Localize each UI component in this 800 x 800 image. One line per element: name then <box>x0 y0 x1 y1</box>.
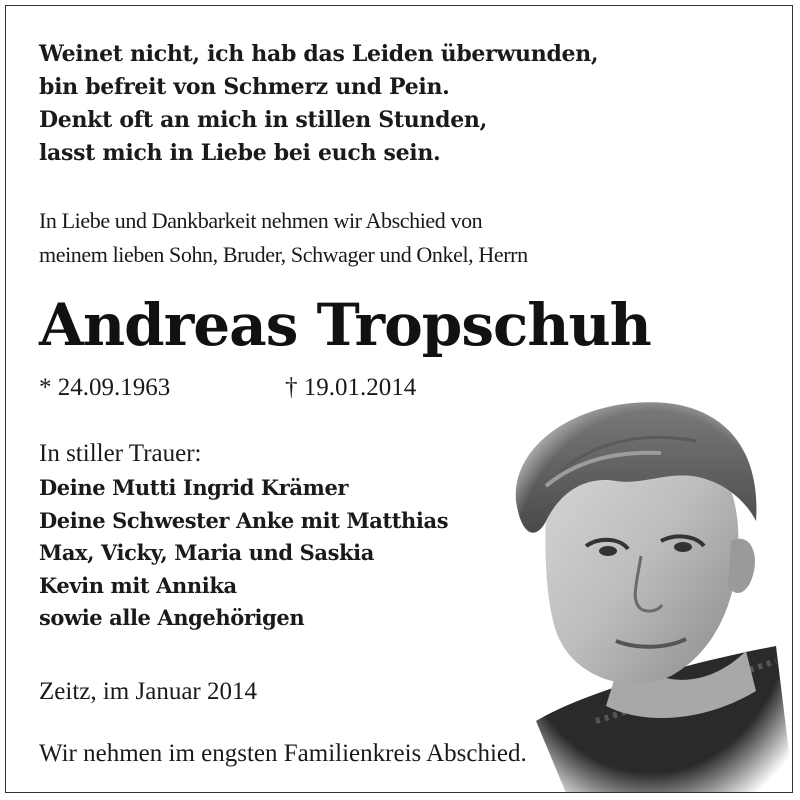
birth-date: * 24.09.1963 <box>39 374 171 401</box>
mourner-entry: Max, Vicky, Maria und Saskia <box>39 540 374 565</box>
mourner-entry: Deine Mutti Ingrid Krämer <box>39 475 349 500</box>
intro-text <box>39 204 528 272</box>
intro-line: In Liebe und Dankbarkeit nehmen wir Abschied von <box>39 208 483 233</box>
mourning-label: In stiller Trauer: <box>39 440 202 467</box>
death-date: † 19.01.2014 <box>285 374 417 401</box>
mourner-entry: Kevin mit Annika <box>39 572 237 598</box>
poem-line: lasst mich in Liebe bei euch sein. <box>39 140 441 166</box>
poem-line: bin befreit von Schmerz und Pein. <box>39 74 450 100</box>
place-date: Zeitz, im Januar 2014 <box>39 678 257 705</box>
closing-note: Wir nehmen im engsten Familienkreis Abschied. <box>39 740 527 767</box>
deceased-name: Andreas Tropschuh <box>39 291 651 359</box>
portrait-photo <box>476 391 793 793</box>
mourner-entry: sowie alle Angehörigen <box>39 605 305 630</box>
poem-line: Denkt oft an mich in stillen Stunden, <box>39 107 487 133</box>
mourner-entry: Deine Schwester Anke mit Matthias <box>39 507 449 533</box>
obituary-notice <box>5 5 793 793</box>
intro-line: meinem lieben Sohn, Bruder, Schwager und Onkel, Herrn <box>39 242 528 267</box>
poem <box>39 38 598 170</box>
poem-line: Weinet nicht, ich hab das Leiden überwunden, <box>39 41 599 67</box>
mourners-list <box>39 472 448 635</box>
life-dates <box>39 368 417 408</box>
